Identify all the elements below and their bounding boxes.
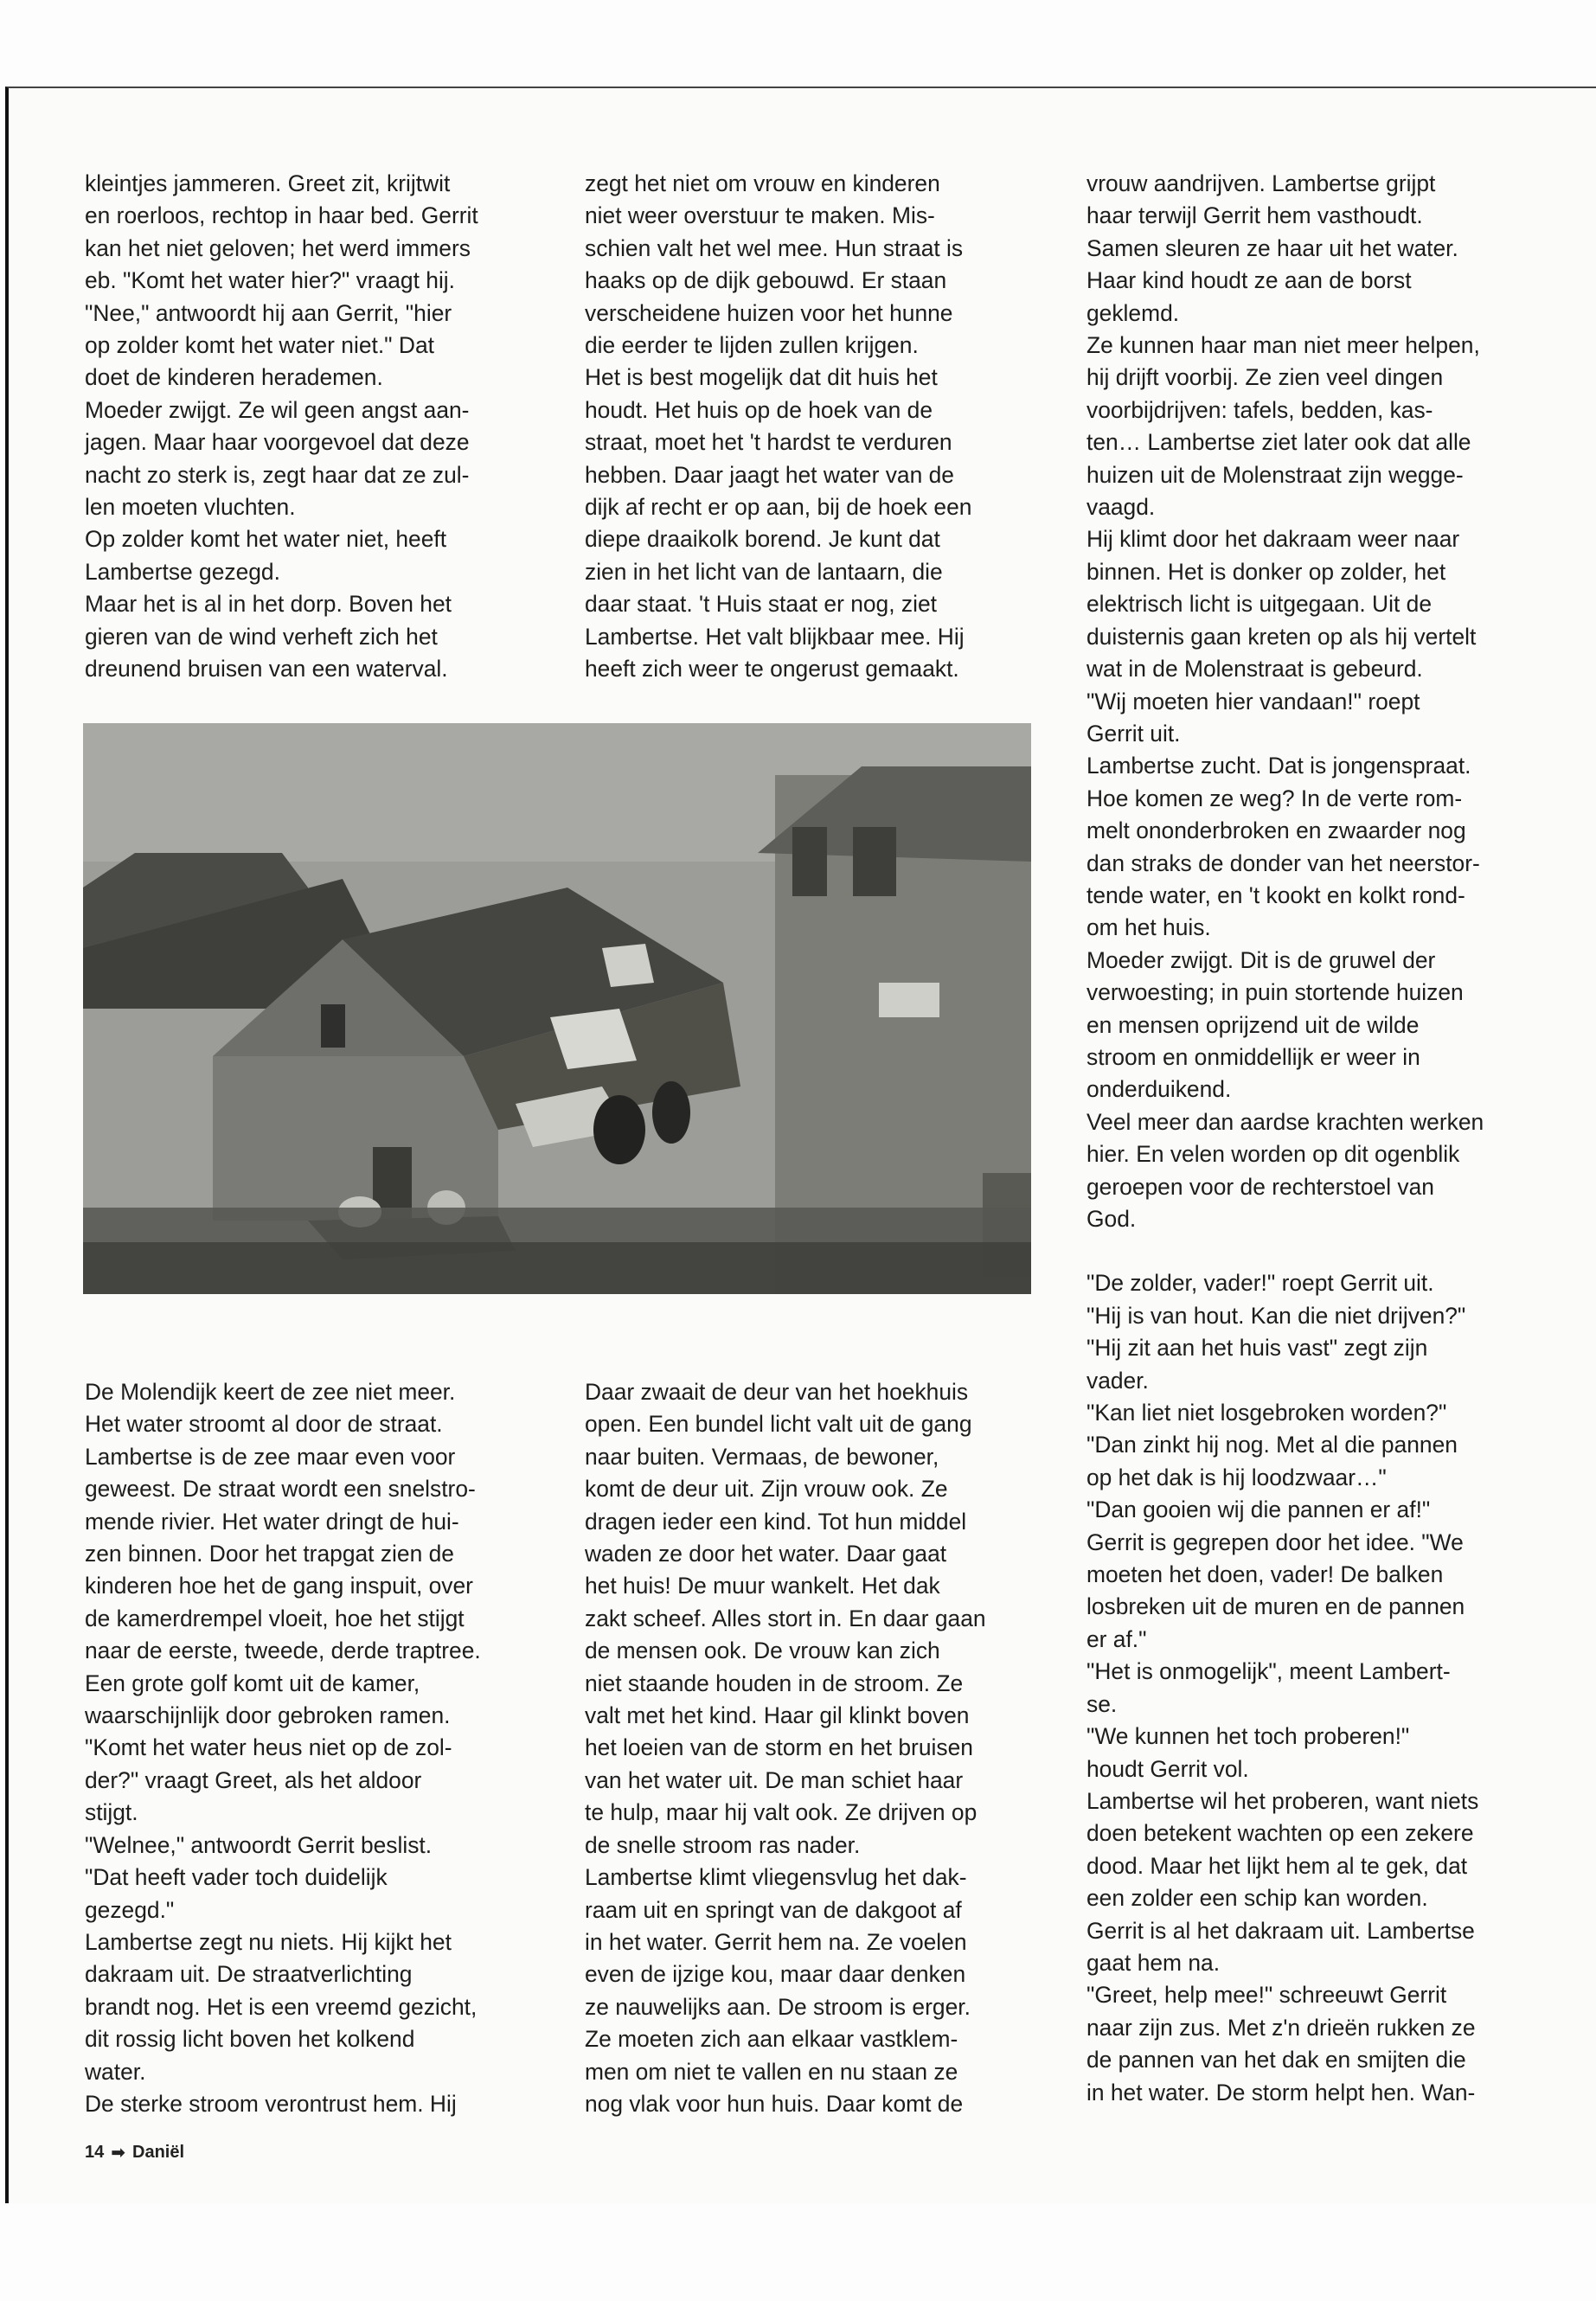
text-line: "Wij moeten hier vandaan!" roept — [1086, 688, 1420, 715]
text-line: vaagd. — [1086, 494, 1156, 521]
text-line: huizen uit de Molenstraat zijn wegge- — [1086, 461, 1464, 488]
column-3 — [1086, 168, 1484, 2109]
text-line: brandt nog. Het is een vreemd gezicht, — [85, 1993, 478, 2020]
text-line: verwoesting; in puin stortende huizen — [1086, 979, 1464, 1006]
page-number: 14 — [85, 2143, 105, 2162]
paragraph-spacer — [1086, 1235, 1484, 1267]
arrow-right-icon: ➡ — [111, 2144, 126, 2163]
text-line: voorbijdrijven: tafels, bedden, kas- — [1086, 396, 1433, 423]
text-line: daar staat. 't Huis staat er nog, ziet — [585, 591, 937, 618]
text-line: die eerder te lijden zullen krijgen. — [585, 332, 919, 359]
text-line: het huis! De muur wankelt. Het dak — [585, 1573, 940, 1599]
text-line: op zolder komt het water niet." Dat — [85, 332, 434, 359]
text-line: Maar het is al in het dorp. Boven het — [85, 591, 452, 618]
text-line: Lambertse klimt vliegensvlug het dak- — [585, 1864, 967, 1891]
text-line: zegt het niet om vrouw en kinderen — [585, 170, 940, 196]
text-line: kinderen hoe het de gang inspuit, over — [85, 1573, 473, 1599]
text-line: de mensen ook. De vrouw kan zich — [585, 1638, 940, 1664]
text-line: mende rivier. Het water dringt de hui- — [85, 1508, 459, 1535]
text-line: melt ononderbroken en zwaarder nog — [1086, 817, 1466, 844]
text-line: straat, moet het 't hardst te verduren — [585, 429, 952, 456]
text-line: heeft zich weer te ongerust gemaakt. — [585, 656, 959, 683]
text-line: gaat hem na. — [1086, 1949, 1221, 1976]
text-line: "Dan zinkt hij nog. Met al die pannen — [1086, 1432, 1458, 1458]
text-line: waden ze door het water. Daar gaat — [585, 1541, 947, 1567]
text-line: gezegd." — [85, 1896, 175, 1923]
text-line: "Dan gooien wij die pannen er af!" — [1086, 1497, 1431, 1523]
text-line: op het dak is hij loodzwaar…" — [1086, 1464, 1387, 1490]
text-line: water. — [85, 2058, 146, 2085]
text-line: eb. "Komt het water hier?" vraagt hij. — [85, 267, 455, 294]
text-line: Moeder zwijgt. Dit is de gruwel der — [1086, 946, 1436, 973]
text-line: niet staande houden in de stroom. Ze — [585, 1670, 964, 1696]
text-line: Het water stroomt al door de straat. — [85, 1411, 443, 1438]
text-line: Hij klimt door het dakraam weer naar — [1086, 526, 1460, 553]
text-line: hebben. Daar jaagt het water van de — [585, 461, 954, 488]
magazine-name: Daniël — [132, 2143, 185, 2162]
text-line: de kamerdrempel vloeit, hoe het stijgt — [85, 1605, 465, 1631]
text-line: stijgt. — [85, 1799, 138, 1826]
text-line: Gerrit uit. — [1086, 720, 1181, 747]
text-line: ten… Lambertse ziet later ook dat alle — [1086, 429, 1471, 456]
text-line: Lambertse gezegd. — [85, 558, 280, 585]
text-line: wat in de Molenstraat is gebeurd. — [1086, 656, 1423, 683]
text-line: om het huis. — [1086, 914, 1211, 941]
text-line: elektrisch licht is uitgegaan. Uit de — [1086, 591, 1432, 618]
column-2-bottom — [585, 1376, 986, 2120]
text-line: binnen. Het is donker op zolder, het — [1086, 558, 1446, 585]
text-line: Gerrit is al het dakraam uit. Lambertse — [1086, 1917, 1475, 1944]
text-line: Lambertse zegt nu niets. Hij kijkt het — [85, 1928, 452, 1955]
text-line: ze nauwelijks aan. De stroom is erger. — [585, 1993, 971, 2020]
text-line: "Hij zit aan het huis vast" zegt zijn — [1086, 1335, 1428, 1362]
text-line: geroepen voor de rechterstoel van — [1086, 1173, 1434, 1200]
text-line: houdt Gerrit vol. — [1086, 1755, 1249, 1782]
text-line: "Kan liet niet losgebroken worden?" — [1086, 1400, 1447, 1426]
text-line: een zolder een schip kan worden. — [1086, 1885, 1428, 1912]
text-line: men om niet te vallen en nu staan ze — [585, 2058, 958, 2085]
text-line: verscheidene huizen voor het hunne — [585, 299, 953, 326]
text-line: zen binnen. Door het trapgat zien de — [85, 1541, 454, 1567]
text-line: even de ijzige kou, maar daar denken — [585, 1961, 966, 1988]
text-line: De sterke stroom verontrust hem. Hij — [85, 2090, 457, 2117]
text-line: schien valt het wel mee. Hun straat is — [585, 234, 964, 261]
text-line: vrouw aandrijven. Lambertse grijpt — [1086, 170, 1436, 196]
text-line: Samen sleuren ze haar uit het water. — [1086, 234, 1458, 261]
text-line: in het water. Gerrit hem na. Ze voelen — [585, 1928, 967, 1955]
text-line: Veel meer dan aardse krachten werken — [1086, 1108, 1484, 1135]
text-line: komt de deur uit. Zijn vrouw ook. Ze — [585, 1476, 948, 1503]
text-line: er af." — [1086, 1625, 1147, 1652]
text-line: dit rossig licht boven het kolkend — [85, 2026, 415, 2053]
text-line: "Hij is van hout. Kan die niet drijven?" — [1086, 1302, 1466, 1329]
text-line: dreunend bruisen van een waterval. — [85, 656, 448, 683]
text-line: hij drijft voorbij. Ze zien veel dingen — [1086, 364, 1444, 391]
text-line: der?" vraagt Greet, als het aldoor — [85, 1766, 422, 1793]
text-line: dakraam uit. De straatverlichting — [85, 1961, 413, 1988]
text-line: De Molendijk keert de zee niet meer. — [85, 1379, 456, 1405]
text-line: Hoe komen ze weg? In de verte rom- — [1086, 785, 1463, 811]
flood-photo — [83, 723, 1031, 1294]
text-line: losbreken uit de muren en de pannen — [1086, 1593, 1465, 1620]
text-line: tende water, en 't kookt en kolkt rond- — [1086, 881, 1465, 908]
column-2-top — [585, 168, 971, 686]
text-line: naar zijn zus. Met z'n drieën rukken ze — [1086, 2014, 1476, 2041]
text-line: Haar kind houdt ze aan de borst — [1086, 267, 1412, 294]
text-line: dan straks de donder van het neerstor- — [1086, 849, 1480, 876]
text-line: vader. — [1086, 1367, 1149, 1394]
text-line: kleintjes jammeren. Greet zit, krijtwit — [85, 170, 451, 196]
text-line: Op zolder komt het water niet, heeft — [85, 526, 447, 553]
text-line: van het water uit. De man schiet haar — [585, 1766, 964, 1793]
text-line: en roerloos, rechtop in haar bed. Gerrit — [85, 202, 478, 229]
text-line: gieren van de wind verheft zich het — [85, 623, 438, 650]
text-line: houdt. Het huis op de hoek van de — [585, 396, 933, 423]
text-line: zien in het licht van de lantaarn, die — [585, 558, 943, 585]
text-line: het loeien van de storm en het bruisen — [585, 1734, 973, 1761]
text-line: jagen. Maar haar voorgevoel dat deze — [85, 429, 470, 456]
text-line: de pannen van het dak en smijten die — [1086, 2047, 1466, 2073]
text-line: nog vlak voor hun huis. Daar komt de — [585, 2090, 964, 2117]
text-line: kan het niet geloven; het werd immers — [85, 234, 471, 261]
text-line: Lambertse zucht. Dat is jongenspraat. — [1086, 753, 1471, 779]
text-line: niet weer overstuur te maken. Mis- — [585, 202, 935, 229]
text-line: zakt scheef. Alles stort in. En daar gaan — [585, 1605, 986, 1631]
text-line: Het is best mogelijk dat dit huis het — [585, 364, 938, 391]
text-line: Moeder zwijgt. Ze wil geen angst aan- — [85, 396, 470, 423]
text-line: Lambertse. Het valt blijkbaar mee. Hij — [585, 623, 965, 650]
text-line: Een grote golf komt uit de kamer, — [85, 1670, 420, 1696]
column-1-bottom — [85, 1376, 481, 2120]
text-line: raam uit en springt van de dakgoot af — [585, 1896, 962, 1923]
flood-photo-illustration — [83, 723, 1031, 1294]
text-line: doet de kinderen herademen. — [85, 364, 383, 391]
text-line: se. — [1086, 1690, 1118, 1717]
text-line: Lambertse wil het proberen, want niets — [1086, 1787, 1479, 1814]
text-line: "Greet, help mee!" schreeuwt Gerrit — [1086, 1982, 1447, 2009]
text-line: diepe draaikolk borend. Je kunt dat — [585, 526, 940, 553]
text-line: dragen ieder een kind. Tot hun middel — [585, 1508, 967, 1535]
text-line: "We kunnen het toch proberen!" — [1086, 1723, 1410, 1750]
text-line: nacht zo sterk is, zegt haar dat ze zul- — [85, 461, 470, 488]
text-line: geweest. De straat wordt een snelstro- — [85, 1476, 476, 1503]
text-line: geklemd. — [1086, 299, 1180, 326]
text-line: Lambertse is de zee maar even voor — [85, 1443, 456, 1470]
text-line: haaks op de dijk gebouwd. Er staan — [585, 267, 947, 294]
text-line: te hulp, maar hij valt ook. Ze drijven op — [585, 1799, 977, 1826]
text-line: naar buiten. Vermaas, de bewoner, — [585, 1443, 939, 1470]
text-line: valt met het kind. Haar gil klinkt boven — [585, 1702, 970, 1729]
text-line: dijk af recht er op aan, bij de hoek een — [585, 494, 972, 521]
text-line: hier. En velen worden op dit ogenblik — [1086, 1141, 1460, 1168]
text-line: haar terwijl Gerrit hem vasthoudt. — [1086, 202, 1423, 229]
text-line: Daar zwaait de deur van het hoekhuis — [585, 1379, 969, 1405]
text-line: Gerrit is gegrepen door het idee. "We — [1086, 1529, 1464, 1555]
text-line: dood. Maar het lijkt hem al te gek, dat — [1086, 1852, 1468, 1879]
text-line: moeten het doen, vader! De balken — [1086, 1561, 1444, 1588]
text-line: open. Een bundel licht valt uit de gang — [585, 1411, 972, 1438]
text-line: onderduikend. — [1086, 1076, 1232, 1103]
text-line: "De zolder, vader!" roept Gerrit uit. — [1086, 1270, 1434, 1297]
text-line: len moeten vluchten. — [85, 494, 296, 521]
text-line: God. — [1086, 1206, 1137, 1232]
text-line: en mensen oprijzend uit de wilde — [1086, 1011, 1420, 1038]
page-footer — [85, 2142, 184, 2163]
text-line: "Het is onmogelijk", meent Lambert- — [1086, 1658, 1451, 1685]
text-line: waarschijnlijk door gebroken ramen. — [85, 1702, 451, 1729]
text-line: in het water. De storm helpt hen. Wan- — [1086, 2079, 1476, 2106]
text-line: de snelle stroom ras nader. — [585, 1831, 861, 1858]
text-line: stroom en onmiddellijk er weer in — [1086, 1043, 1420, 1070]
column-1-top — [85, 168, 478, 686]
text-line: Ze kunnen haar man niet meer helpen, — [1086, 332, 1480, 359]
text-line: "Dat heeft vader toch duidelijk — [85, 1864, 388, 1891]
text-line: doen betekent wachten op een zekere — [1086, 1820, 1474, 1847]
text-line: duisternis gaan kreten op als hij vertelt — [1086, 623, 1477, 650]
text-line: naar de eerste, tweede, derde traptree. — [85, 1638, 481, 1664]
text-line: "Welnee," antwoordt Gerrit beslist. — [85, 1831, 433, 1858]
text-line: Ze moeten zich aan elkaar vastklem- — [585, 2026, 958, 2053]
text-line: "Nee," antwoordt hij aan Gerrit, "hier — [85, 299, 452, 326]
text-line: "Komt het water heus niet op de zol- — [85, 1734, 452, 1761]
